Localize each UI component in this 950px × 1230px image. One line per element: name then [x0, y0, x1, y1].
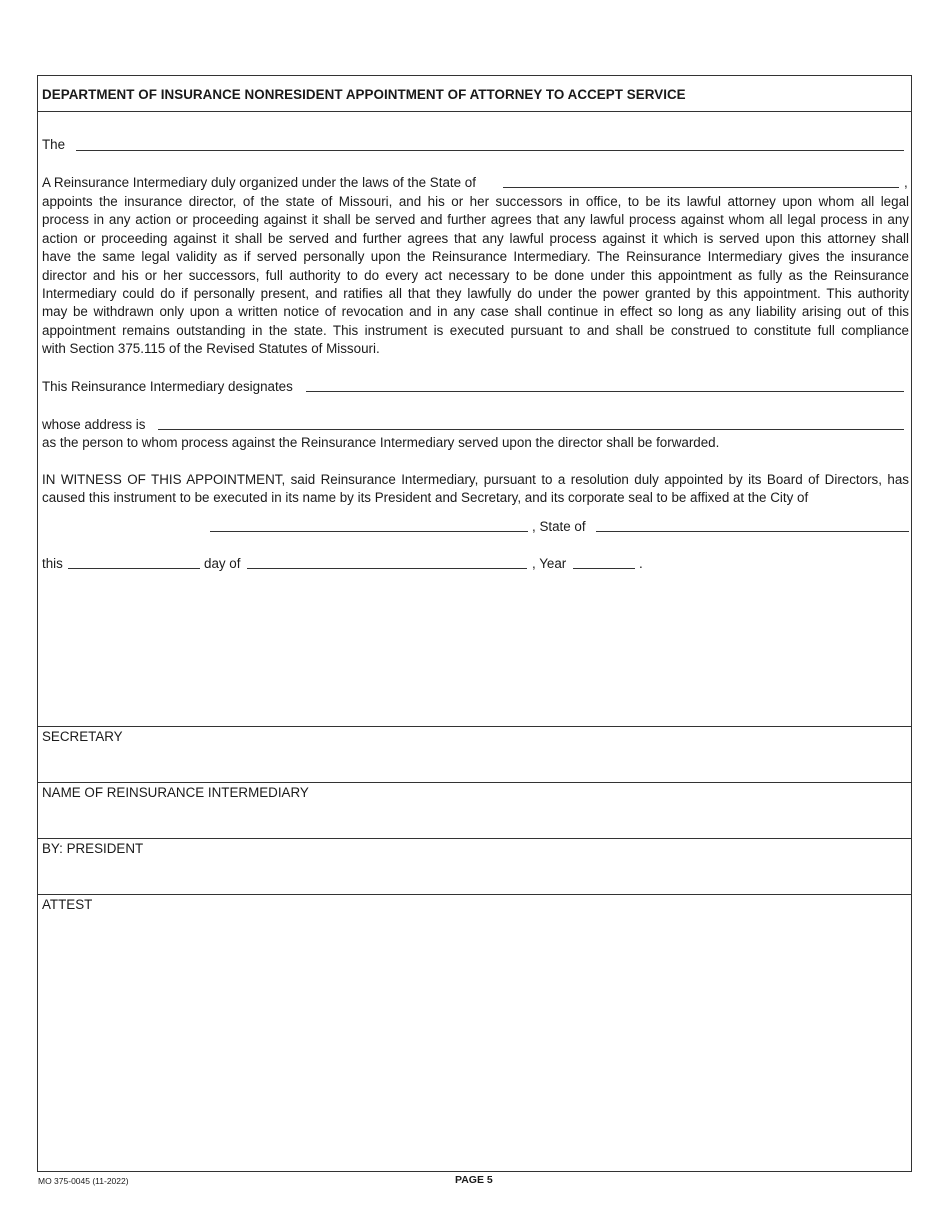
paragraph-line: action or proceeding against it shall be served and further agrees that any lawful process against it which is served upon this attorney shall: [42, 230, 909, 246]
paragraph-line: director and his or her successors, full authority to do every act necessary to be done under this appointment as fully as the Reinsurance: [42, 267, 909, 283]
form-header: [38, 76, 911, 112]
president-label: BY: PRESIDENT: [42, 841, 144, 856]
paragraph-line: with Section 375.115 of the Revised Statutes of Missouri.: [42, 341, 380, 357]
form-title: DEPARTMENT OF INSURANCE NONRESIDENT APPOINTMENT OF ATTORNEY TO ACCEPT SERVICE: [42, 87, 686, 102]
page-number: PAGE 5: [455, 1174, 493, 1186]
witness-line: caused this instrument to be executed in its name by its President and Secretary, and its corporate seal to be affixed at the City of: [42, 490, 809, 506]
state-field[interactable]: [596, 531, 909, 532]
organized-under-label: A Reinsurance Intermediary duly organized under the laws of the State of: [42, 175, 476, 190]
the-label: The: [42, 137, 66, 152]
address-note: as the person to whom process against the Reinsurance Intermediary served upon the director shall be forwarded.: [42, 435, 720, 450]
appointment-paragraph: [42, 193, 909, 359]
city-field[interactable]: [210, 531, 528, 532]
intermediary-name-row[interactable]: [38, 782, 911, 839]
state-of-organization-field[interactable]: [503, 187, 899, 188]
paragraph-line: may be withdrawn only upon a written notice of revocation and in any case shall continue in effect so long as any liability arising out of this: [42, 304, 909, 320]
year-label: , Year: [532, 556, 567, 571]
day-field[interactable]: [68, 568, 200, 569]
attest-row[interactable]: [38, 894, 911, 1171]
designee-field[interactable]: [306, 391, 904, 392]
witness-paragraph: [42, 471, 909, 508]
paragraph-line: Intermediary could do if personally present, and ratifies all that they lawfully do under the power granted by this appointment. This authority: [42, 285, 909, 301]
paragraph-line: appoints the insurance director, of the state of Missouri, and his or her successors in office, to be its lawful attorney upon whom all legal: [42, 194, 909, 209]
day-of-label: day of: [204, 556, 241, 571]
president-row[interactable]: [38, 838, 911, 895]
paragraph-line: have the same legal validity as if served personally upon the Reinsurance Intermediary. The Reinsurance Intermediary gives the insurance: [42, 249, 909, 265]
appointment-form: [37, 75, 912, 1172]
comma-text: ,: [904, 175, 908, 190]
address-label: whose address is: [42, 417, 146, 432]
secretary-row[interactable]: [38, 726, 911, 783]
year-field[interactable]: [573, 568, 635, 569]
state-label: , State of: [532, 519, 586, 534]
secretary-label: SECRETARY: [42, 729, 123, 744]
period-text: .: [639, 556, 643, 571]
this-label: this: [42, 556, 63, 571]
attest-label: ATTEST: [42, 897, 93, 912]
paragraph-line: appointment remains outstanding in the state. This instrument is executed pursuant to and shall be construed to constitute full compliance: [42, 322, 909, 338]
company-name-field[interactable]: [76, 150, 904, 151]
designates-label: This Reinsurance Intermediary designates: [42, 379, 293, 394]
form-number: MO 375-0045 (11-2022): [38, 1176, 129, 1186]
intermediary-name-label: NAME OF REINSURANCE INTERMEDIARY: [42, 785, 309, 800]
month-field[interactable]: [247, 568, 527, 569]
paragraph-line: process in any action or proceeding against it shall be served and further agrees that any lawful process against whom all legal process in any: [42, 212, 909, 228]
address-field[interactable]: [158, 429, 904, 430]
witness-line: IN WITNESS OF THIS APPOINTMENT, said Reinsurance Intermediary, pursuant to a resolution duly appointed by its Board of Directors, has: [42, 472, 909, 487]
